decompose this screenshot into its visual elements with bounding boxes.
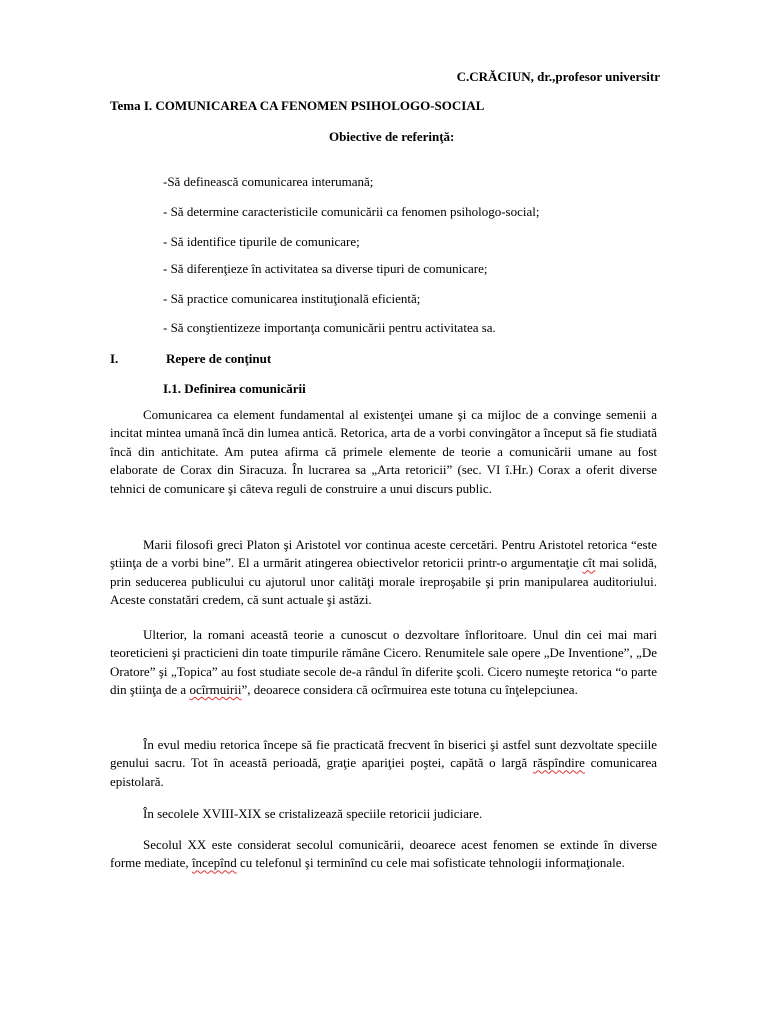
objective-item: - Să practice comunicarea instituţională eficientă; (163, 291, 421, 306)
section-number: I. (110, 351, 119, 366)
objective-item: - Să identifice tipurile de comunicare; (163, 234, 360, 249)
objectives-title: Obiective de referinţă: (329, 129, 455, 144)
author-line: C.CRĂCIUN, dr.,profesor universitr (456, 69, 660, 84)
subsection-title: I.1. Definirea comunicării (163, 381, 306, 396)
theme-title: Tema I. COMUNICAREA CA FENOMEN PSIHOLOGO-SOCIAL (110, 98, 485, 113)
body-paragraph: Secolul XX este considerat secolul comunicării, deoarece acest fenomen se extinde în diverse forme mediate, începînd cu telefonul şi terminînd cu cele mai sofisticate tehnologii informaţionale. (110, 837, 657, 871)
body-paragraph: Ulterior, la romani această teorie a cunoscut o dezvoltare înfloritoare. Unul din cei mai mari teoreticieni şi practicieni din toate timpurile rămâne Cicero. Renumitele sale opere „De Inventione”, „De Oratore” şi „Topica” au fost studiate secole de-a rândul în diferite şcoli. Cicero numeşte retorica “o parte din ştiinţa de a ocîrmuirii”, deoarece considera că ocîrmuirea este totuna cu înţelepciunea. (110, 627, 657, 698)
objective-item: - Să determine caracteristicile comunicării ca fenomen psihologo-social; (163, 204, 540, 219)
body-paragraph: În secolele XVIII-XIX se cristalizează speciile retoricii judiciare. (143, 806, 483, 821)
body-paragraph: În evul mediu retorica începe să fie practicată frecvent în biserici şi astfel sunt dezvoltate speciile genului sacru. Tot în această perioadă, graţie apariţiei poştei, capătă o largă răspîndire comunicarea epistolară. (110, 737, 658, 789)
body-paragraph: Comunicarea ca element fundamental al existenţei umane şi ca mijloc de a convinge semenii a incitat mintea umană încă din lumea antică. Retorica, arta de a vorbi convingător a început să fie studiată încă din antichitate. Am putea afirma că primele elemente de teorie a comunicării umane au fost elaborate de Corax din Siracuza. În lucrarea sa „Arta retoricii” (sec. VI î.Hr.) Corax a oferit diverse tehnici de comunicare şi câteva reguli de construire a unui discurs public. (110, 407, 657, 496)
objective-item: -Să definească comunicarea interumană; (163, 174, 374, 189)
objective-item: - Să conştientizeze importanţa comunicării pentru activitatea sa. (163, 320, 496, 335)
body-paragraph: Marii filosofi greci Platon şi Aristotel vor continua aceste cercetări. Pentru Aristotel retorica “este ştiinţa de a vorbi bine”. El a urmărit atingerea obiectivelor retoricii printr-o argumentaţie cît mai solidă, prin seducerea publicului cu ajutorul unor calităţi morale ireproşabile şi prin manipularea auditoriului. Aceste constatări credem, că sunt actuale şi astăzi. (110, 537, 658, 608)
section-title: Repere de conţinut (166, 351, 272, 366)
objective-item: - Să diferenţieze în activitatea sa diverse tipuri de comunicare; (163, 261, 488, 276)
